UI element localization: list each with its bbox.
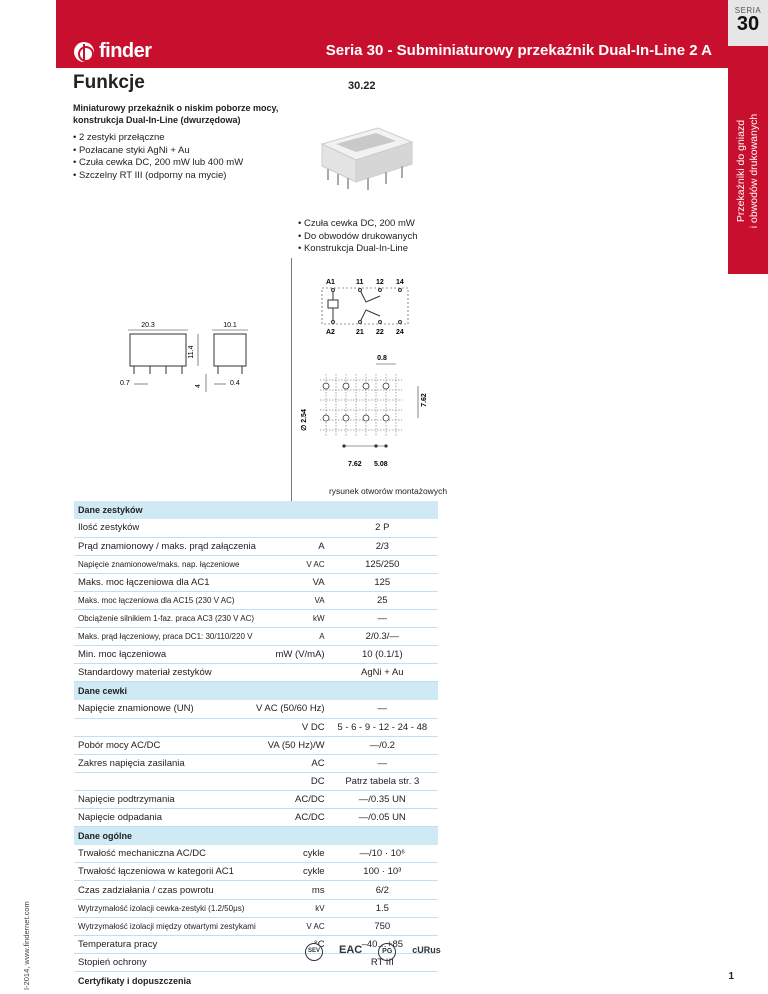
row-unit: VA [256, 573, 327, 591]
pg-cert-icon: PG [378, 943, 396, 961]
holes-caption: rysunek otworów montażowych [328, 486, 448, 496]
row-value: AgNi + Au [327, 664, 438, 682]
row-value: — [327, 754, 438, 772]
mounting-hole [323, 415, 329, 421]
table-section-header [74, 971, 438, 989]
side-tab-line1: Przekaźniki do gniazd [735, 119, 747, 223]
finder-logo[interactable] [74, 40, 152, 63]
hole-diameter-label: 0.8 [377, 355, 387, 362]
wiring-schematic [320, 278, 410, 338]
table-row [74, 519, 438, 537]
row-value: 2 P [327, 519, 438, 537]
dim-right-label: 0.4 [230, 380, 240, 387]
row-label: Maks. moc łączeniowa dla AC15 (230 V AC) [74, 591, 256, 609]
row-value: 6/2 [327, 881, 438, 899]
row-unit: AC [256, 754, 327, 772]
dim-width-label: 20.3 [141, 322, 155, 329]
list-item: • Szczelny RT III (odporny na mycie) [73, 170, 293, 183]
row-unit: VA (50 Hz)/W [256, 736, 327, 754]
hole-pitch-label: ∅ 2.54 [301, 409, 308, 431]
row-value: 125/250 [327, 555, 438, 573]
list-item: • Konstrukcja Dual-In-Line [298, 243, 498, 256]
finder-logo-text: finder [99, 40, 152, 62]
list-item: • Czuła cewka DC, 200 mW [298, 218, 498, 231]
row-unit: cykle [256, 845, 327, 863]
row-unit: cykle [256, 863, 327, 881]
row-label: Min. moc łączeniowa [74, 646, 256, 664]
table-row [74, 700, 438, 718]
row-label: Pobór mocy AC/DC [74, 736, 256, 754]
table-row [74, 718, 438, 736]
footer-url: I-2014, www.findernet.com [22, 901, 31, 990]
table-row [74, 628, 438, 646]
terminal-22: 22 [376, 329, 384, 336]
row-label [74, 772, 256, 790]
row-label: Maks. prąd łączeniowy, praca DC1: 30/110/220 V [74, 628, 256, 646]
spec-table [74, 501, 438, 990]
section-header-label: Dane cewki [74, 682, 438, 700]
row-label: Czas zadziałania / czas powrotu [74, 881, 256, 899]
side-tab-line2: i obwodów drukowanych [748, 113, 760, 229]
seria-label: SERIA [734, 6, 762, 15]
side-tab-text [728, 68, 768, 274]
page-number: 1 [728, 971, 734, 982]
row-label: Wytrzymałość izolacji między otwartymi zestykami [74, 917, 256, 935]
certificates [305, 943, 443, 961]
row-unit [256, 664, 327, 682]
row-label: Maks. moc łączeniowa dla AC1 [74, 573, 256, 591]
hole-762-horizontal-label: 7.62 [348, 461, 362, 468]
table-row [74, 646, 438, 664]
table-row [74, 881, 438, 899]
row-value: 10 (0.1/1) [327, 646, 438, 664]
row-value: — [327, 700, 438, 718]
row-value: —/10 · 10⁶ [327, 845, 438, 863]
page-title: Seria 30 - Subminiaturowy przekaźnik Dual-In-Line 2 A [325, 42, 712, 59]
table-row [74, 754, 438, 772]
row-unit [256, 519, 327, 537]
table-row [74, 791, 438, 809]
table-section-header [74, 827, 438, 845]
row-unit: V AC [256, 555, 327, 573]
row-unit: mW (V/mA) [256, 646, 327, 664]
table-row [74, 591, 438, 609]
dimension-drawing [90, 312, 290, 398]
side-tab[interactable] [728, 68, 768, 274]
row-value: RT III [327, 953, 438, 971]
table-row [74, 610, 438, 628]
row-unit: V DC [256, 718, 327, 736]
table-section-header [74, 501, 438, 519]
row-unit: kW [256, 610, 327, 628]
row-value: 750 [327, 917, 438, 935]
row-unit: A [256, 628, 327, 646]
table-section-header [74, 682, 438, 700]
table-row [74, 736, 438, 754]
seria-number: 30 [736, 13, 760, 35]
mounting-hole [363, 383, 369, 389]
feature-list [73, 132, 293, 182]
terminal-12: 12 [376, 279, 384, 286]
hole-508-label: 5.08 [374, 461, 388, 468]
row-value: 125 [327, 573, 438, 591]
mounting-hole-drawing [296, 350, 446, 472]
row-unit: V AC [256, 917, 327, 935]
table-row [74, 555, 438, 573]
row-label: Napięcie odpadania [74, 809, 256, 827]
row-value: 25 [327, 591, 438, 609]
mounting-hole [363, 415, 369, 421]
row-label: Napięcie podtrzymania [74, 791, 256, 809]
relay-photo [316, 116, 416, 198]
list-item: • Do obwodów drukowanych [298, 231, 498, 244]
table-row [74, 664, 438, 682]
row-unit: A [256, 537, 327, 555]
dim-left-label: 0.7 [120, 380, 130, 387]
section-header-label: Dane zestyków [74, 501, 438, 519]
finder-logo-icon [74, 42, 94, 62]
model-feature-list [298, 218, 498, 256]
dim-height-label: 11.4 [188, 345, 195, 359]
table-row [74, 537, 438, 555]
row-unit: °C [256, 935, 327, 953]
terminal-a1: A1 [326, 279, 335, 286]
row-unit: DC [256, 772, 327, 790]
row-label: Stopień ochrony [74, 953, 256, 971]
row-unit: ms [256, 881, 327, 899]
row-label: Obciążenie silnikiem 1-faz. praca AC3 (230 V AC) [74, 610, 256, 628]
row-value: 1.5 [327, 899, 438, 917]
row-label: Prąd znamionowy / maks. prąd załączenia [74, 537, 256, 555]
list-item: • 2 zestyki przełączne [73, 132, 293, 145]
eac-cert-icon: EAC [339, 944, 363, 956]
row-label: Trwałość łączeniowa w kategorii AC1 [74, 863, 256, 881]
row-value: 100 · 10³ [327, 863, 438, 881]
row-value: Patrz tabela str. 3 [327, 772, 438, 790]
row-label: Wytrzymałość izolacji cewka-zestyki (1.2/50μs) [74, 899, 256, 917]
model-number: 30.22 [348, 80, 376, 92]
row-value: —/0.35 UN [327, 791, 438, 809]
row-label: Trwałość mechaniczna AC/DC [74, 845, 256, 863]
row-value: 5 - 6 - 9 - 12 - 24 - 48 [327, 718, 438, 736]
terminal-24: 24 [396, 329, 404, 336]
cert-label: Certyfikaty i dopuszczenia [74, 971, 438, 989]
row-unit: kV [256, 899, 327, 917]
row-unit: AC/DC [256, 809, 327, 827]
section-title: Funkcje [73, 72, 145, 93]
row-unit: VA [256, 591, 327, 609]
table-row [74, 809, 438, 827]
list-item: • Czuła cewka DC, 200 mW lub 400 mW [73, 157, 293, 170]
row-value: —/0.05 UN [327, 809, 438, 827]
row-label [74, 718, 256, 736]
row-unit: AC/DC [256, 791, 327, 809]
table-row [74, 845, 438, 863]
dim-pin-label: 4 [195, 384, 202, 388]
row-label: Napięcie znamionowe/maks. nap. łączeniowe [74, 555, 256, 573]
divider [291, 258, 292, 504]
row-value: –40…+85 [327, 935, 438, 953]
ul-cert-icon: cURus [412, 945, 441, 955]
row-value: — [327, 610, 438, 628]
mounting-hole [323, 383, 329, 389]
terminal-14: 14 [396, 279, 404, 286]
section-header-label: Dane ogólne [74, 827, 438, 845]
mounting-hole [383, 383, 389, 389]
row-value: —/0.2 [327, 736, 438, 754]
intro-text: Miniaturowy przekaźnik o niskim poborze mocy, konstrukcja Dual-In-Line (dwurzędowa) [73, 103, 279, 125]
terminal-21: 21 [356, 329, 364, 336]
table-row [74, 917, 438, 935]
mounting-hole [343, 415, 349, 421]
table-row [74, 899, 438, 917]
row-label: Zakres napięcia zasilania [74, 754, 256, 772]
dim-depth-label: 10.1 [223, 322, 237, 329]
sev-cert-icon: SEV [305, 943, 323, 961]
row-label: Ilość zestyków [74, 519, 256, 537]
hole-762-vertical-label: 7.62 [421, 393, 428, 407]
table-row [74, 573, 438, 591]
row-label: Napięcie znamionowe (UN) [74, 700, 256, 718]
seria-box [728, 0, 768, 46]
table-row [74, 772, 438, 790]
row-label: Temperatura pracy [74, 935, 256, 953]
mounting-hole [343, 383, 349, 389]
row-label: Standardowy materiał zestyków [74, 664, 256, 682]
row-unit: V AC (50/60 Hz) [256, 700, 327, 718]
row-value: 2/3 [327, 537, 438, 555]
mounting-hole [383, 415, 389, 421]
table-row [74, 863, 438, 881]
terminal-a2: A2 [326, 329, 335, 336]
list-item: • Pozłacane styki AgNi + Au [73, 145, 293, 158]
terminal-11: 11 [356, 279, 364, 286]
row-value: 2/0.3/— [327, 628, 438, 646]
